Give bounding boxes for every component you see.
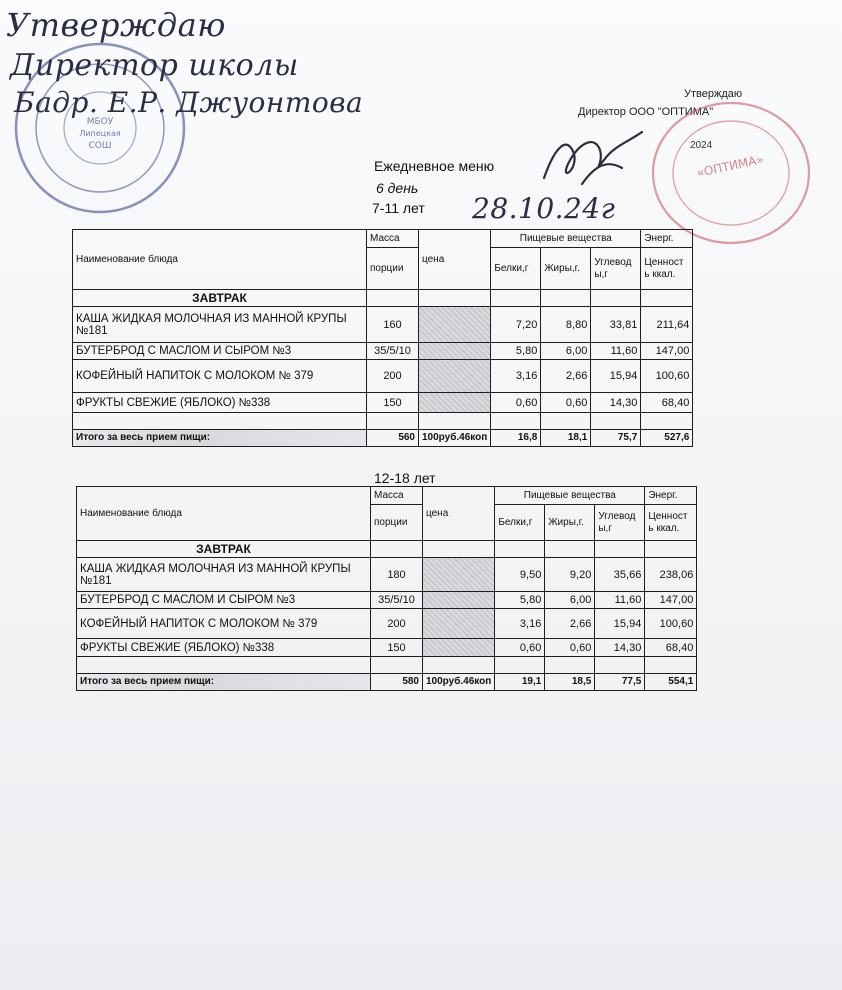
header-name: Наименование блюда (73, 230, 367, 290)
dish-price (423, 639, 495, 657)
header-mass: Масса (371, 487, 423, 505)
table-row (77, 609, 697, 639)
table-row (73, 393, 693, 413)
dish-name: КАША ЖИДКАЯ МОЛОЧНАЯ ИЗ МАННОЙ КРУПЫ №181 (77, 558, 371, 592)
dish-energy: 211,64 (641, 307, 693, 343)
total-price: 100руб.46коп (419, 430, 491, 447)
header-energy: Энерг. (645, 487, 697, 505)
header-carbs (595, 505, 645, 541)
header-carbs-text: Углевод (594, 256, 632, 268)
header-carbs-text-2: ы,г (594, 268, 608, 280)
meal-label: ЗАВТРАК (73, 290, 367, 307)
dish-name: ФРУКТЫ СВЕЖИЕ (ЯБЛОКО) №338 (73, 393, 367, 413)
dish-mass: 35/5/10 (371, 592, 423, 609)
total-carbs: 77,5 (595, 674, 645, 691)
header-price: цена (423, 487, 495, 541)
dish-price (423, 609, 495, 639)
dish-fat: 6,00 (541, 343, 591, 360)
dish-mass: 150 (367, 393, 419, 413)
dish-mass: 160 (367, 307, 419, 343)
company-stamp (648, 98, 814, 248)
menu-title: Ежедневное меню (374, 158, 495, 174)
dish-carbs: 11,60 (591, 343, 641, 360)
svg-text:«ОПТИМА»: «ОПТИМА» (695, 152, 765, 181)
dish-mass: 35/5/10 (367, 343, 419, 360)
total-fat: 18,1 (541, 430, 591, 447)
total-row (73, 430, 693, 447)
dish-price (419, 343, 491, 360)
total-label: Итого за весь прием пищи: (77, 674, 371, 691)
header-protein: Белки,г (491, 248, 541, 290)
header-mass-portion: порции (371, 505, 423, 541)
dish-protein: 5,80 (495, 592, 545, 609)
table-row (77, 558, 697, 592)
header-carbs-text: Углевод (598, 510, 636, 522)
dish-energy: 68,40 (641, 393, 693, 413)
dish-carbs: 35,66 (595, 558, 645, 592)
dish-price (419, 360, 491, 393)
dish-energy: 68,40 (645, 639, 697, 657)
dish-carbs: 15,94 (591, 360, 641, 393)
dish-mass: 180 (371, 558, 423, 592)
dish-fat: 2,66 (545, 609, 595, 639)
dish-fat: 9,20 (545, 558, 595, 592)
dish-protein: 3,16 (491, 360, 541, 393)
age-group-1: 7-11 лет (372, 200, 425, 216)
dish-carbs: 14,30 (591, 393, 641, 413)
table-row (73, 307, 693, 343)
header-fat: Жиры,г. (541, 248, 591, 290)
header-protein: Белки,г (495, 505, 545, 541)
dish-price (419, 393, 491, 413)
dish-fat: 0,60 (541, 393, 591, 413)
dish-carbs: 33,81 (591, 307, 641, 343)
total-fat: 18,5 (545, 674, 595, 691)
table-row (77, 592, 697, 609)
header-nutrients: Пищевые вещества (491, 230, 641, 248)
header-carbs-text-2: ы,г (598, 522, 612, 534)
dish-fat: 2,66 (541, 360, 591, 393)
total-carbs: 75,7 (591, 430, 641, 447)
dish-energy: 100,60 (641, 360, 693, 393)
total-label: Итого за весь прием пищи: (73, 430, 367, 447)
menu-table-12-18 (76, 486, 697, 691)
total-energy: 554,1 (645, 674, 697, 691)
header-mass-portion: порции (367, 248, 419, 290)
total-protein: 16,8 (491, 430, 541, 447)
total-mass: 580 (371, 674, 423, 691)
header-carbs (591, 248, 641, 290)
header-energy-value (641, 248, 693, 290)
dish-name: БУТЕРБРОД С МАСЛОМ И СЫРОМ №3 (73, 343, 367, 360)
dish-fat: 6,00 (545, 592, 595, 609)
dish-mass: 150 (371, 639, 423, 657)
header-energy-text-2: ь ккал. (644, 268, 676, 280)
director-signature (538, 124, 648, 190)
dish-name: КОФЕЙНЫЙ НАПИТОК С МОЛОКОМ № 379 (77, 609, 371, 639)
dish-carbs: 11,60 (595, 592, 645, 609)
handwritten-date: 28.10.24г (472, 192, 616, 225)
handwritten-name: Бадр. Е.Р. Джуонтова (14, 86, 364, 119)
dish-energy: 147,00 (645, 592, 697, 609)
dish-price (419, 307, 491, 343)
dish-protein: 7,20 (491, 307, 541, 343)
dish-name: КОФЕЙНЫЙ НАПИТОК С МОЛОКОМ № 379 (73, 360, 367, 393)
header-name: Наименование блюда (77, 487, 371, 541)
header-energy-text: Ценност (648, 510, 688, 522)
dish-carbs: 14,30 (595, 639, 645, 657)
total-mass: 560 (367, 430, 419, 447)
age-group-2: 12-18 лет (374, 470, 436, 486)
dish-protein: 0,60 (491, 393, 541, 413)
dish-protein: 3,16 (495, 609, 545, 639)
header-price: цена (419, 230, 491, 290)
dish-carbs: 15,94 (595, 609, 645, 639)
dish-price (423, 592, 495, 609)
meal-label: ЗАВТРАК (77, 541, 371, 558)
dish-name: ФРУКТЫ СВЕЖИЕ (ЯБЛОКО) №338 (77, 639, 371, 657)
total-row (77, 674, 697, 691)
table-row (73, 360, 693, 393)
dish-energy: 238,06 (645, 558, 697, 592)
total-protein: 19,1 (495, 674, 545, 691)
table-row (77, 639, 697, 657)
header-energy-text-2: ь ккал. (648, 522, 680, 534)
table-row (73, 343, 693, 360)
dish-protein: 9,50 (495, 558, 545, 592)
dish-energy: 100,60 (645, 609, 697, 639)
header-energy: Энерг. (641, 230, 693, 248)
dish-price (423, 558, 495, 592)
handwritten-approve: Утверждаю (6, 6, 226, 44)
header-mass: Масса (367, 230, 419, 248)
total-price: 100руб.46коп (423, 674, 495, 691)
svg-text:МБОУ: МБОУ (86, 117, 114, 127)
header-fat: Жиры,г. (545, 505, 595, 541)
handwritten-director: Директор школы (10, 48, 299, 83)
dish-name: КАША ЖИДКАЯ МОЛОЧНАЯ ИЗ МАННОЙ КРУПЫ №181 (73, 307, 367, 343)
dish-energy: 147,00 (641, 343, 693, 360)
menu-day: 6 день (376, 180, 419, 196)
svg-text:СОШ: СОШ (88, 141, 112, 151)
dish-fat: 0,60 (545, 639, 595, 657)
dish-fat: 8,80 (541, 307, 591, 343)
dish-mass: 200 (367, 360, 419, 393)
dish-mass: 200 (371, 609, 423, 639)
header-energy-value (645, 505, 697, 541)
approval-year: 2024 (690, 140, 713, 151)
approval-label: Утверждаю (684, 88, 743, 100)
dish-protein: 5,80 (491, 343, 541, 360)
svg-text:Липецкая: Липецкая (79, 129, 121, 138)
menu-table-7-11 (72, 229, 693, 447)
total-energy: 527,6 (641, 430, 693, 447)
header-energy-text: Ценност (644, 256, 684, 268)
dish-protein: 0,60 (495, 639, 545, 657)
dish-name: БУТЕРБРОД С МАСЛОМ И СЫРОМ №3 (77, 592, 371, 609)
header-nutrients: Пищевые вещества (495, 487, 645, 505)
approval-director: Директор ООО "ОПТИМА" (578, 106, 714, 118)
